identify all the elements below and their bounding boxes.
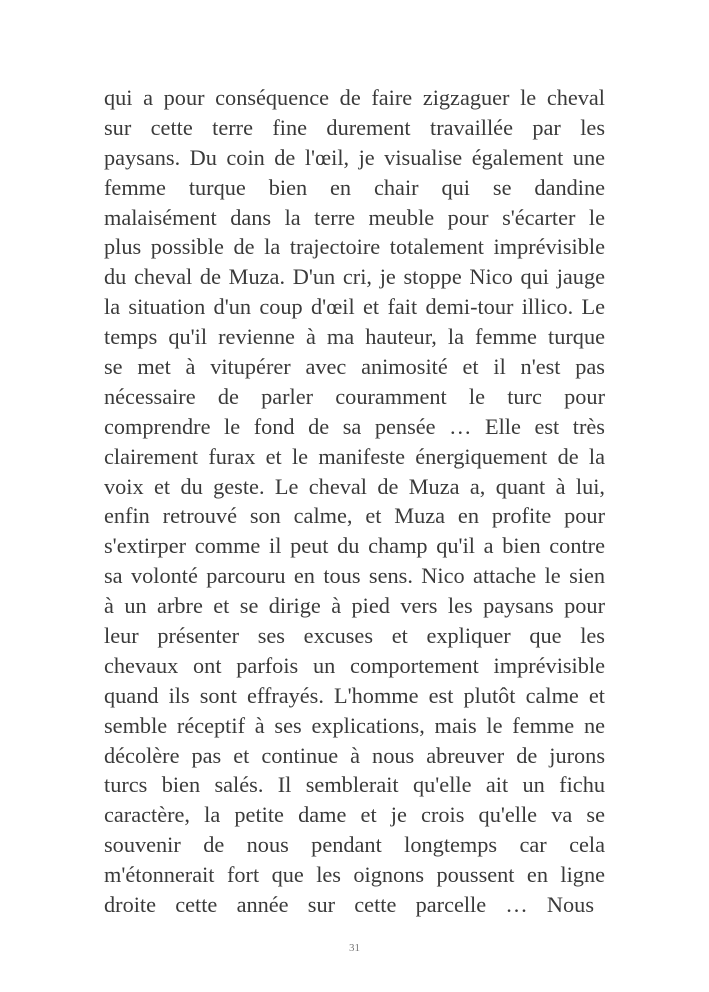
text-line: plus possible de la trajectoire totalement imprévisible [104, 234, 605, 260]
text-line: qui a pour conséquence de faire zigzaguer le cheval [104, 85, 605, 110]
text-line: paysans. Du coin de l'œil, je visualise également une [104, 144, 605, 170]
text-line: quand ils sont effrayés. L'homme est plutôt calme et [104, 682, 605, 708]
text-line: m'étonnerait fort que les oignons poussent en ligne [104, 862, 605, 888]
text-line: droite cette année sur cette parcelle … Nous [104, 892, 594, 918]
text-line: décolère pas et continue à nous abreuver de jurons [104, 742, 605, 768]
text-line: temps qu'il revienne à ma hauteur, la femme turque [104, 324, 605, 350]
text-line: voix et du geste. Le cheval de Muza a, quant à lui, [104, 473, 605, 499]
text-line: caractère, la petite dame et je crois qu'elle va se [104, 802, 605, 828]
text-line: enfin retrouvé son calme, et Muza en profite pour [104, 503, 605, 529]
text-line: souvenir de nous pendant longtemps car cela [104, 832, 605, 858]
text-line: comprendre le fond de sa pensée … Elle est très [104, 413, 605, 439]
text-line: à un arbre et se dirige à pied vers les paysans pour [104, 593, 605, 619]
text-line: nécessaire de parler couramment le turc pour [104, 383, 605, 409]
text-line: s'extirper comme il peut du champ qu'il a bien contre [104, 533, 605, 559]
text-line: leur présenter ses excuses et expliquer que les [104, 623, 605, 649]
text-line: sa volonté parcouru en tous sens. Nico attache le sien [104, 563, 605, 589]
text-line: turcs bien salés. Il semblerait qu'elle ait un fichu [104, 772, 605, 798]
text-line: semble réceptif à ses explications, mais le femme ne [104, 712, 605, 738]
text-line: chevaux ont parfois un comportement imprévisible [104, 652, 605, 678]
text-line: femme turque bien en chair qui se dandine [104, 174, 605, 200]
text-line: malaisément dans la terre meuble pour s'écarter le [104, 204, 605, 230]
text-line: la situation d'un coup d'œil et fait demi-tour illico. Le [104, 294, 605, 320]
body-text [104, 83, 605, 920]
page-number: 31 [349, 942, 360, 954]
text-line: clairement furax et le manifeste énergiquement de la [104, 443, 605, 469]
text-line: se met à vitupérer avec animosité et il n'est pas [104, 354, 605, 380]
text-line: du cheval de Muza. D'un cri, je stoppe Nico qui jauge [104, 264, 605, 290]
text-line: sur cette terre fine durement travaillée par les [104, 114, 605, 140]
